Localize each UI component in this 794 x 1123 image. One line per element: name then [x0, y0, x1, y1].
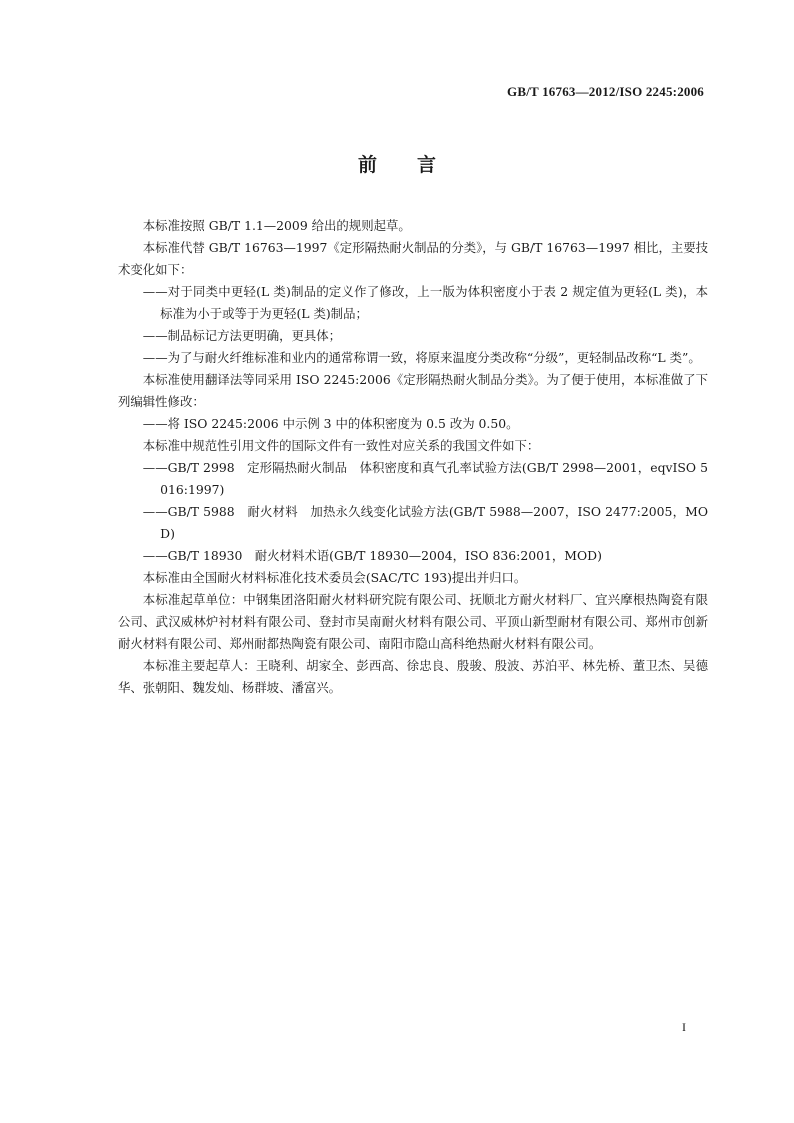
change-item-definition: ——对于同类中更轻(L 类)制品的定义作了修改，上一版为体积密度小于表 2 规定值为更轻(L 类)，本标准为小于或等于为更轻(L 类)制品； — [142, 284, 708, 321]
editorial-change-item: ——将 ISO 2245:2006 中示例 3 中的体积密度为 0.5 改为 0.50。 — [142, 416, 519, 431]
drafting-units-paragraph: 本标准起草单位：中钢集团洛阳耐火材料研究院有限公司、抚顺北方耐火材料厂、宜兴摩根热陶瓷有限公司、武汉威林炉衬材料有限公司、登封市吴南耐火材料有限公司、平顶山新型耐材有限公司、郑州市创新耐火材料有限公司、郑州耐都热陶瓷有限公司、南阳市隐山高科绝热耐火材料有限公司。 — [118, 592, 708, 651]
change-item-marking: ——制品标记方法更明确，更具体； — [142, 328, 342, 343]
page-title: 前言 — [357, 154, 476, 176]
drafting-rules-paragraph: 本标准按照 GB/T 1.1—2009 给出的规则起草。 — [142, 218, 411, 233]
change-item-terminology: ——为了与耐火纤维标准和业内的通常称谓一致，将原来温度分类改称“分级”，更轻制品改称“L 类”。 — [142, 350, 701, 365]
drafters-paragraph: 本标准主要起草人：王晓利、胡家全、彭西高、徐忠良、殷骏、殷波、苏泊平、林先桥、董卫杰、吴德华、张朝阳、魏发灿、杨群坡、潘富兴。 — [118, 658, 708, 695]
foreword-body — [118, 215, 708, 699]
proposer-paragraph: 本标准由全国耐火材料标准化技术委员会(SAC/TC 193)提出并归口。 — [142, 570, 527, 585]
normative-references-paragraph: 本标准中规范性引用文件的国际文件有一致性对应关系的我国文件如下： — [142, 438, 540, 453]
standard-number: GB/T 16763—2012/ISO 2245:2006 — [507, 84, 704, 99]
reference-item-gbt18930: ——GB/T 18930 耐火材料术语(GB/T 18930—2004，ISO 836:2001，MOD) — [142, 548, 602, 563]
reference-item-gbt5988: ——GB/T 5988 耐火材料 加热永久线变化试验方法(GB/T 5988—2007，ISO 2477:2005，MOD) — [142, 504, 708, 541]
translation-paragraph: 本标准使用翻译法等同采用 ISO 2245:2006《定形隔热耐火制品分类》。为了便于使用，本标准做了下列编辑性修改： — [118, 372, 708, 409]
replacement-paragraph: 本标准代替 GB/T 16763—1997《定形隔热耐火制品的分类》，与 GB/T 16763—1997 相比，主要技术变化如下： — [118, 240, 709, 277]
page-number: I — [682, 1020, 686, 1034]
reference-item-gbt2998: ——GB/T 2998 定形隔热耐火制品 体积密度和真气孔率试验方法(GB/T 2998—2001，eqvISO 5016:1997) — [142, 460, 708, 497]
